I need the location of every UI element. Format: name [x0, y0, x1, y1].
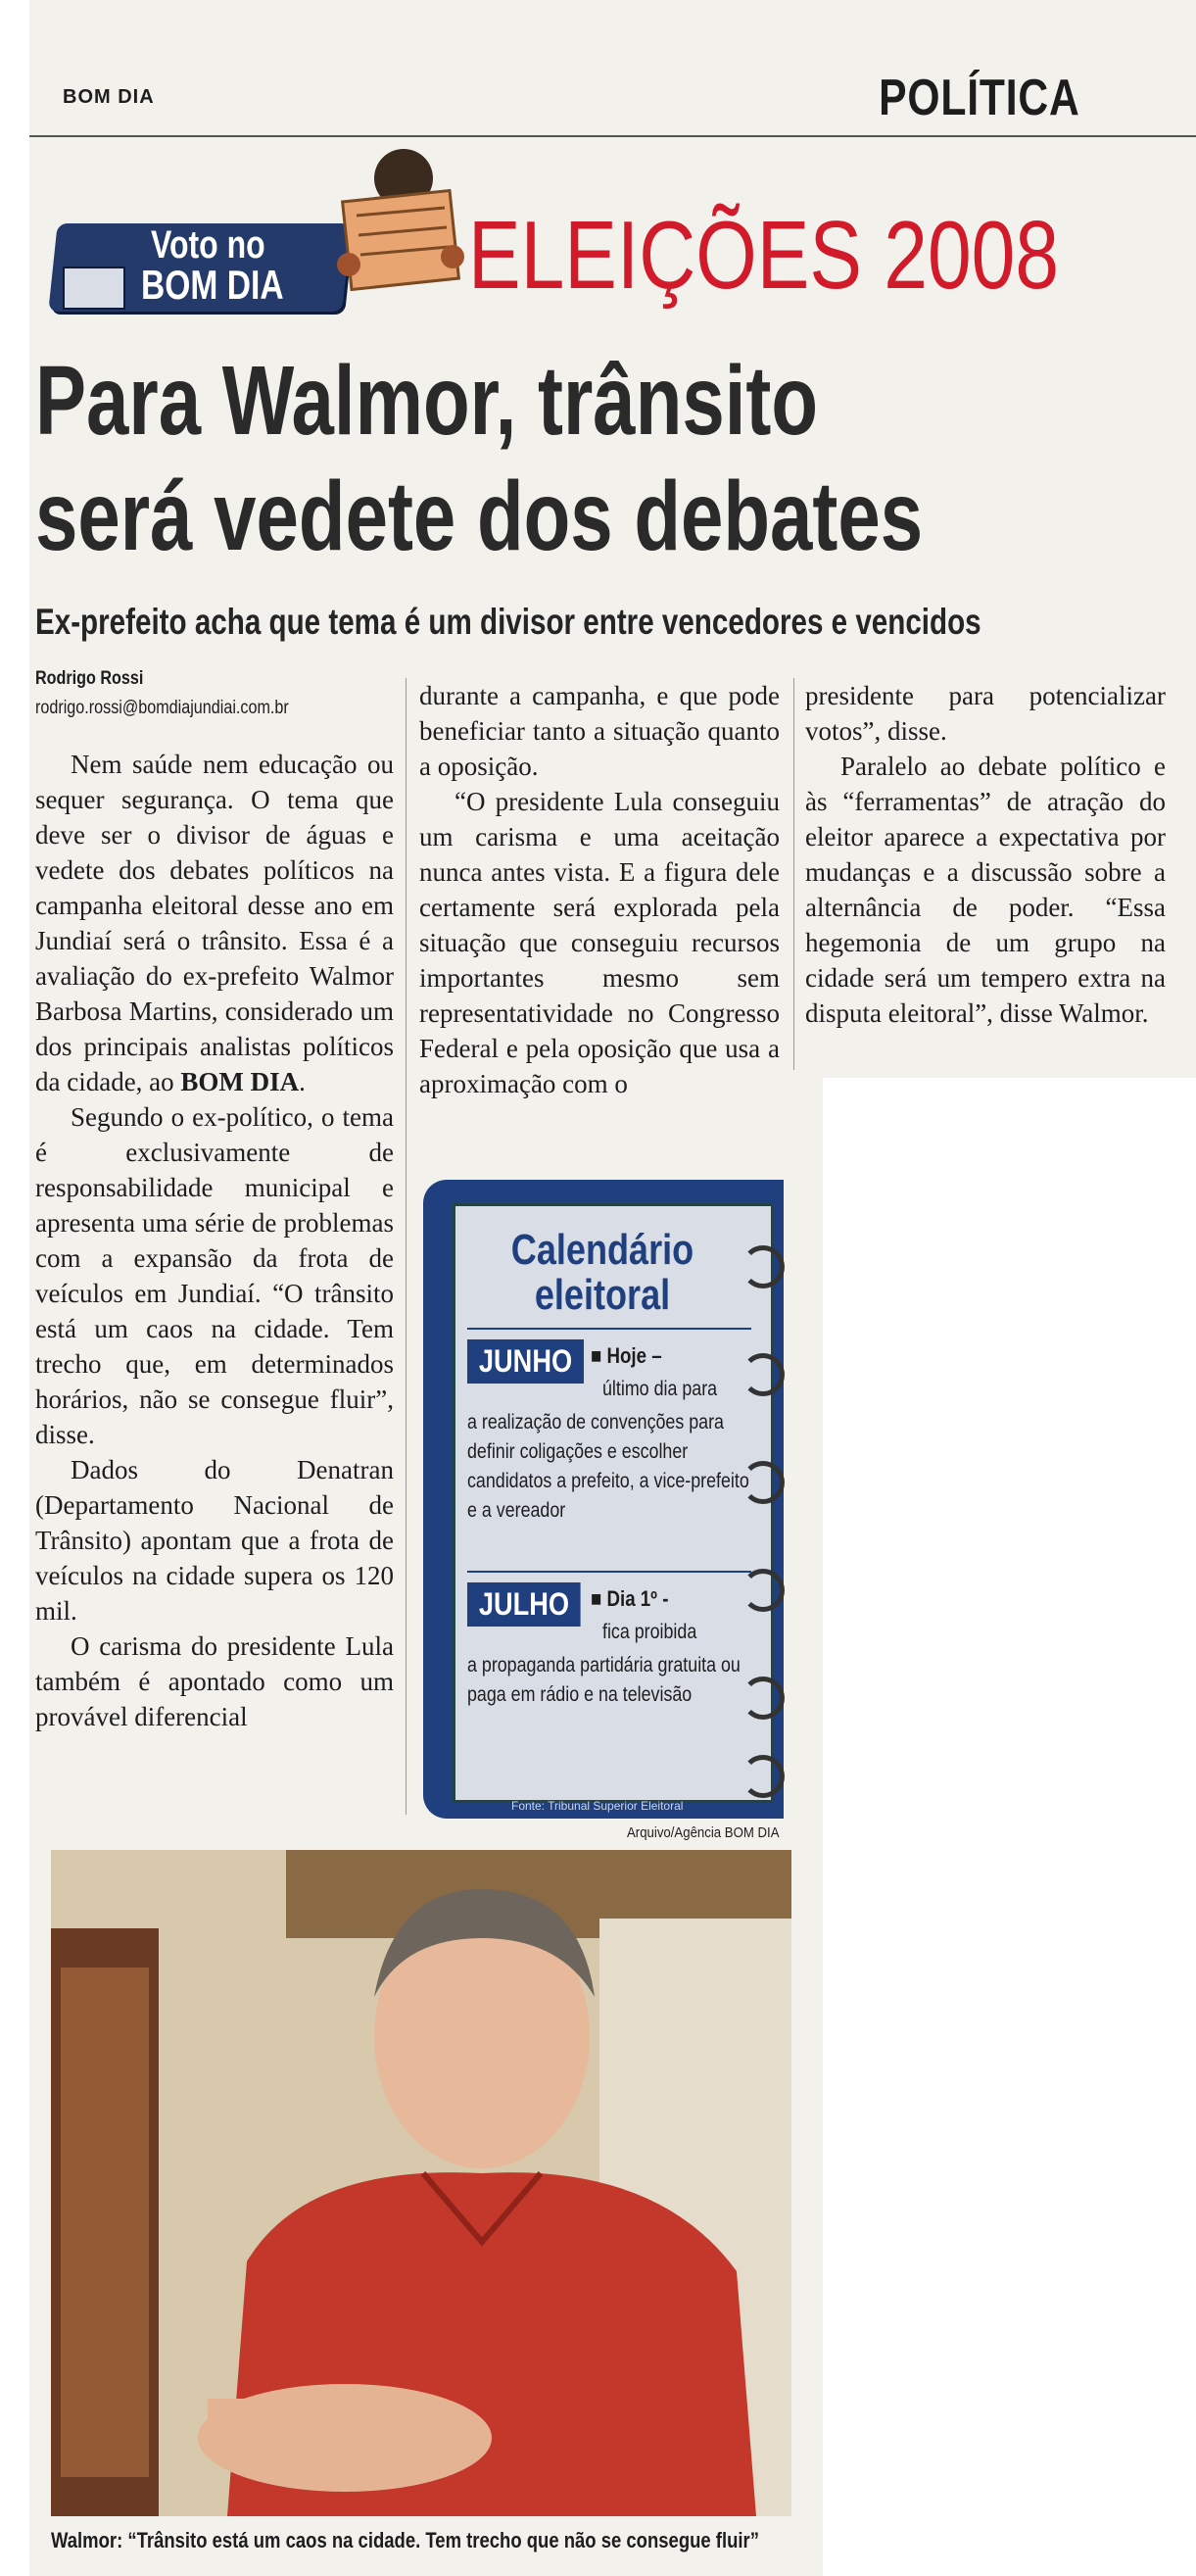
- calendar-july-text-b: a propaganda partidária gratuita ou paga em rádio e na televisão: [467, 1654, 741, 1706]
- headline-line2: será vedete dos debates: [35, 462, 924, 571]
- column-rule: [406, 678, 407, 1815]
- calendar-june-text-b: a realização de convenções para definir coligações e escolher candidatos a prefeito, a vice-prefeito e a vereador: [467, 1411, 749, 1522]
- byline-email: rodrigo.rossi@bomdiajundiai.com.br: [35, 698, 289, 718]
- calendar-title: [482, 1228, 723, 1318]
- kicker: ELEIÇÕES 2008: [468, 201, 1060, 309]
- paragraph: Paralelo ao debate político e às “ferramentas” de atração do eleitor aparece a expectativa por mudanças e a discussão sobre a alternância de poder. “Essa hegemonia de um grupo na cidade será um tempero extra na disputa eleitoral”, disse Walmor.: [805, 752, 1166, 1028]
- photo-credit: Arquivo/Agência BOM DIA: [627, 1824, 780, 1841]
- paragraph-bold-text: BOM DIA: [180, 1067, 300, 1096]
- spiral-ring-icon: [742, 1755, 785, 1798]
- header-rule: [29, 135, 1196, 137]
- spiral-ring-icon: [742, 1569, 785, 1612]
- paragraph-text: .: [299, 1067, 306, 1096]
- headline-line1: Para Walmor, trânsito: [35, 346, 819, 456]
- subhead: Ex-prefeito acha que tema é um divisor entre vencedores e vencidos: [35, 602, 981, 642]
- spiral-ring-icon: [742, 1353, 785, 1396]
- calendar-title-line1: Calendário: [510, 1226, 694, 1274]
- photo-caption: Walmor: “Trânsito está um caos na cidade. Tem trecho que não se consegue fluir”: [51, 2528, 759, 2552]
- article-column-1: [35, 747, 394, 1734]
- column-rule: [793, 678, 794, 1070]
- portrait-illustration: [51, 1850, 791, 2516]
- calendar-divider: [467, 1571, 751, 1573]
- paragraph: O carisma do presidente Lula também é apontado como um provável diferencial: [35, 1631, 394, 1731]
- ballot-box-icon: [63, 267, 125, 310]
- paragraph: presidente para potencializar votos”, disse.: [805, 681, 1166, 746]
- byline-name: Rodrigo Rossi: [35, 668, 144, 689]
- logo-line2: BOM DIA: [141, 262, 284, 308]
- section-label-right: POLÍTICA: [879, 70, 1080, 126]
- calendar-july-lead: ■ Dia 1º -: [591, 1586, 669, 1611]
- calendar-june-text-a: último dia para: [602, 1378, 718, 1400]
- article-column-3: [805, 678, 1166, 1031]
- calendar-month-july: JULHO: [467, 1582, 581, 1627]
- section-label-left: BOM DIA: [63, 86, 155, 108]
- paragraph: [35, 747, 394, 1099]
- spiral-ring-icon: [742, 1461, 785, 1504]
- walmor-photo: [51, 1850, 791, 2516]
- calendar-month-june: JUNHO: [467, 1339, 584, 1384]
- headline: [35, 343, 924, 574]
- paragraph: “O presidente Lula conseguiu um carisma e uma aceitação nunca antes vista. E a figura dele certamente será explorada pela situação que conseguiu recursos importantes mesmo sem representatividade no Congresso Federal e pela oposição que usa a aproximação com o: [419, 787, 780, 1098]
- spiral-ring-icon: [742, 1245, 785, 1288]
- paragraph: Segundo o ex-político, o tema é exclusivamente de responsabilidade municipal e apresenta uma série de problemas com a expansão da frota de veículos em Jundiaí. “O trânsito está um caos na cidade. Tem trecho que, em determinados horários, não se consegue fluir”, disse.: [35, 1102, 394, 1449]
- logo-line1: Voto no: [151, 223, 265, 267]
- calendar-title-line2: eleitoral: [534, 1271, 671, 1319]
- voto-no-bom-dia-logo: [33, 147, 445, 323]
- electoral-calendar: [423, 1180, 784, 1819]
- calendar-source: Fonte: Tribunal Superior Eleitoral: [511, 1799, 684, 1813]
- spiral-ring-icon: [742, 1677, 785, 1720]
- paragraph-text: Nem saúde nem educação ou sequer segurança. O tema que deve ser o divisor de águas e vedete dos debates políticos na campanha eleitoral desse ano em Jundiaí será o trânsito. Essa é a avaliação do ex-prefeito Walmor Barbosa Martins, considerado um dos principais analistas políticos da cidade, ao: [35, 750, 394, 1096]
- newspaper-reader-icon: [327, 147, 474, 314]
- calendar-june-lead: ■ Hoje –: [591, 1343, 662, 1368]
- calendar-july-text-a: fica proibida: [602, 1621, 697, 1643]
- calendar-page: [453, 1203, 774, 1803]
- article-column-2: [419, 678, 780, 1101]
- paragraph: Dados do Denatran (Departamento Nacional de Trânsito) apontam que a frota de veículos na cidade supera os 120 mil.: [35, 1455, 394, 1626]
- calendar-divider: [467, 1328, 751, 1330]
- paragraph: durante a campanha, e que pode beneficiar tanto a situação quanto a oposição.: [419, 681, 780, 781]
